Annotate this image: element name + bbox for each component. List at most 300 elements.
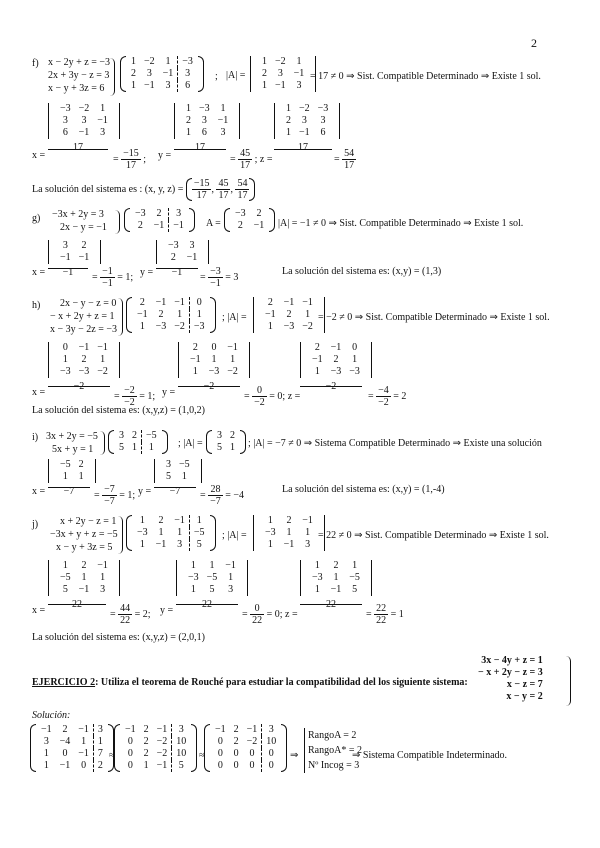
matrix-cell: 1 <box>314 584 320 595</box>
det-A-h <box>253 297 325 333</box>
matrix-row <box>133 515 209 527</box>
matrix-row <box>121 736 190 748</box>
matrix-cell: 2 <box>143 736 149 747</box>
matrix-cell: 1 <box>262 80 267 91</box>
matrix-cell: 1 <box>286 527 292 538</box>
equation: 2x + 3y − z = 3 <box>48 70 110 81</box>
matrix-cell: 2 <box>267 297 273 308</box>
matrix-row <box>164 252 201 264</box>
matrix-row <box>282 127 332 139</box>
matrix-cell: −1 <box>302 297 313 308</box>
matrix-row <box>308 572 364 584</box>
augmented-matrix-j <box>126 515 216 551</box>
matrix-cell: 3 <box>296 80 302 91</box>
matrix-cell: −3 <box>78 366 90 377</box>
matrix-cell: −2 <box>97 366 108 377</box>
matrix-cell: 3 <box>100 584 106 595</box>
matrix-cell: 1 <box>333 572 339 583</box>
matrix-cell: 2 <box>286 309 292 320</box>
matrix-cell: −1 <box>78 252 90 263</box>
matrix-cell: 0 <box>62 748 68 759</box>
matrix-row <box>121 760 190 772</box>
matrix-row <box>56 240 93 252</box>
matrix-cell: 1 <box>43 748 49 759</box>
matrix-cell: −3 <box>317 103 329 114</box>
matrix-cell: −2 <box>144 56 155 67</box>
matrix-cell: −1 <box>186 252 198 263</box>
matrix-cell: 1 <box>165 56 171 67</box>
matrix-cell: 10 <box>172 736 191 748</box>
label-f: f) <box>32 58 39 69</box>
matrix-cell: 1 <box>220 103 226 114</box>
matrix-A-g <box>224 208 275 232</box>
matrix-row <box>164 240 201 252</box>
matrix-cell: −2 <box>299 103 310 114</box>
matrix-row <box>282 115 332 127</box>
equation: x − 2y + z = −3 <box>48 57 110 68</box>
matrix-cell: −2 <box>246 736 258 747</box>
matrix-row <box>184 572 240 584</box>
matrix-cell: −5 <box>179 459 190 470</box>
matrix-cell: 2 <box>156 208 162 219</box>
matrix-1 <box>30 724 114 772</box>
matrix-row <box>37 760 107 772</box>
matrix-cell: 1 <box>267 321 273 332</box>
label-j: j) <box>32 519 39 530</box>
matrix-cell: 3 <box>228 584 234 595</box>
matrix-cell: −1 <box>293 68 305 79</box>
matrix-cell: 1 <box>100 103 106 114</box>
matrix-cell: 2 <box>333 560 339 571</box>
matrix-cell: 0 <box>217 760 223 771</box>
matrix-cell: 1 <box>143 760 149 771</box>
matrix-cell: −1 <box>215 724 226 735</box>
matrix-cell: 3 <box>93 724 107 736</box>
matrix-cell: 1 <box>189 309 208 321</box>
solution-h: La solución del sistema es: (x,y,z) = (1,0,2) <box>32 405 206 416</box>
matrix-cell: 2 <box>158 515 164 526</box>
matrix-cell: −3 <box>189 321 208 333</box>
matrix-cell: −5 <box>206 572 218 583</box>
matrix-cell: 5 <box>119 442 124 453</box>
matrix-row <box>213 430 239 442</box>
matrix-cell: 3 <box>62 240 68 251</box>
matrix-cell: 2 <box>170 252 176 263</box>
matrix-cell: −1 <box>97 115 108 126</box>
matrix-cell: 1 <box>177 527 183 538</box>
matrix-row <box>186 354 242 366</box>
z-result: = $\frac{54}{17}$ <box>334 148 355 171</box>
matrix-cell: −1 <box>312 354 323 365</box>
matrix-cell: −1 <box>275 80 286 91</box>
x-cramer-g: 3 2 −1 −1 −1 <box>48 240 101 278</box>
matrix-cell: 10 <box>172 748 191 760</box>
matrix-cell: −1 <box>217 115 229 126</box>
matrix-cell: 3 <box>81 115 87 126</box>
matrix-row <box>261 297 317 309</box>
matrix-row <box>211 736 280 748</box>
matrix-cell: 1 <box>62 560 68 571</box>
y-cramer-f: 1 −3 1 2 3 −1 1 6 3 17 <box>174 103 240 153</box>
matrix-cell: 3 <box>178 68 197 80</box>
conclusion-h: = −2 ≠ 0 ⇒ Sist. Compatible Determinado ⇒ Existe 1 sol. <box>318 312 550 323</box>
matrix-row <box>308 584 364 596</box>
matrix-cell: 0 <box>352 342 358 353</box>
x-cramer-i: −5 2 1 1 −7 <box>48 459 96 497</box>
matrix-row <box>56 560 112 572</box>
matrix-cell: −1 <box>299 127 310 138</box>
matrix-row <box>115 430 161 442</box>
matrix-cell: 3 <box>100 127 106 138</box>
matrix-cell: 1 <box>100 354 106 365</box>
matrix-row <box>213 442 239 454</box>
matrix-cell: −1 <box>283 539 295 550</box>
y-cramer-j: 1 1 −1 −3 −5 1 1 5 3 22 <box>176 560 248 610</box>
matrix-cell: 0 <box>62 342 68 353</box>
x-cramer-f <box>48 103 120 153</box>
matrix-row <box>133 527 209 539</box>
augmented-matrix-i <box>108 430 168 454</box>
matrix-cell: −5 <box>349 572 360 583</box>
matrix-cell: 1 <box>305 309 311 320</box>
matrix-cell: 1 <box>352 560 358 571</box>
matrix-cell: 2 <box>233 724 239 735</box>
matrix-cell: 1 <box>139 539 145 550</box>
matrix-cell: −5 <box>142 430 161 442</box>
matrix-cell: −3 <box>178 56 197 68</box>
matrix-cell: 0 <box>249 760 255 771</box>
equation: x − y + 3z = 6 <box>48 83 105 94</box>
matrix-cell: −3 <box>208 366 220 377</box>
z-cramer-j: 1 2 1 −3 1 −5 1 −1 5 22 <box>300 560 372 610</box>
matrix-row <box>37 724 107 736</box>
matrix-cell: 1 <box>230 354 236 365</box>
matrix-cell: 1 <box>139 515 145 526</box>
matrix-cell: −1 <box>174 515 185 526</box>
matrix-cell: −1 <box>227 342 238 353</box>
matrix-cell: −1 <box>246 724 258 735</box>
matrix-cell: 2 <box>143 724 149 735</box>
matrix-cell: 1 <box>131 56 136 67</box>
matrix-row <box>56 115 112 127</box>
matrix-cell: 1 <box>186 103 191 114</box>
matrix-cell: 1 <box>43 760 49 771</box>
matrix-cell: −1 <box>97 342 108 353</box>
matrix-row <box>308 366 364 378</box>
solucion-label: Solución: <box>32 710 71 721</box>
matrix-cell: −1 <box>253 220 265 231</box>
matrix-cell: 2 <box>143 748 149 759</box>
matrix-cell: −1 <box>137 309 148 320</box>
matrix-cell: 1 <box>314 366 320 377</box>
matrix-cell: 3 <box>165 80 171 91</box>
matrix-cell: −1 <box>162 68 174 79</box>
matrix-cell: 2 <box>333 354 339 365</box>
matrix-cell: −3 <box>235 208 246 219</box>
matrix-cell: −1 <box>283 297 295 308</box>
matrix-row <box>182 115 232 127</box>
matrix-cell: 5 <box>209 584 215 595</box>
matrix-row <box>56 252 93 264</box>
matrix-cell: 2 <box>262 68 267 79</box>
matrix-cell: 1 <box>177 309 183 320</box>
matrix-cell: 1 <box>158 527 164 538</box>
matrix-row <box>127 80 197 92</box>
matrix-row <box>56 572 112 584</box>
matrix-cell: 1 <box>93 736 107 748</box>
det-A-f <box>250 56 316 92</box>
matrix-cell: 7 <box>93 748 107 760</box>
matrix-row <box>131 208 188 220</box>
conclusion-i: ; |A| = −7 ≠ 0 ⇒ Sistema Compatible Determinado ⇒ Existe una solución <box>248 438 542 449</box>
matrix-cell: 3 <box>217 430 222 441</box>
matrix-cell: 3 <box>201 115 207 126</box>
matrix-cell: −2 <box>174 321 185 332</box>
matrix-row <box>56 127 112 139</box>
matrix-cell: 1 <box>211 354 217 365</box>
matrix-row <box>133 321 209 333</box>
matrix-row <box>56 584 112 596</box>
matrix-row <box>162 459 194 471</box>
label-i: i) <box>32 432 39 443</box>
matrix-cell: 2 <box>62 724 68 735</box>
matrix-cell: 3 <box>169 208 188 220</box>
x-cramer-j: 1 2 −1 −5 1 1 5 −1 3 22 <box>48 560 120 610</box>
z-cramer-f: 1 −2 −3 2 3 3 1 −1 6 17 <box>274 103 340 153</box>
matrix-cell: 0 <box>81 760 87 771</box>
matrix-2 <box>114 724 197 772</box>
matrix-cell: −1 <box>153 220 165 231</box>
conclusion-ej2: ⇒ Sistema Compatible Indeterminado. <box>352 750 508 761</box>
matrix-row <box>131 220 188 232</box>
matrix-cell: −2 <box>156 736 168 747</box>
matrix-row <box>182 103 232 115</box>
det-A-label: |A| = <box>226 70 246 81</box>
matrix-cell: −1 <box>330 584 342 595</box>
matrix-cell: 3 <box>320 115 326 126</box>
label-g: g) <box>32 213 41 224</box>
matrix-row <box>258 68 308 80</box>
matrix-cell: 1 <box>230 442 235 453</box>
matrix-cell: 2 <box>314 342 320 353</box>
matrix-cell: 2 <box>286 515 292 526</box>
matrix-row <box>184 560 240 572</box>
matrix-cell: 1 <box>62 471 68 482</box>
system-brace <box>110 58 115 96</box>
matrix-cell: −3 <box>283 321 295 332</box>
system-h: 2x − y − z = 0 − x + 2y + z = 1 x − 3y − 2z = −3 <box>50 298 117 335</box>
matrix-cell: 5 <box>172 760 191 772</box>
x-result-g: = $\frac{-1}{-1}$ = 1; <box>92 266 134 289</box>
matrix-cell: −1 <box>155 539 167 550</box>
matrix-cell: 1 <box>81 572 87 583</box>
matrix-row <box>182 127 232 139</box>
matrix-cell: 10 <box>262 736 281 748</box>
matrix-cell: 3 <box>119 430 124 441</box>
matrix-cell: 2 <box>132 430 137 441</box>
matrix-cell: −5 <box>60 572 71 583</box>
matrix-cell: −3 <box>265 527 276 538</box>
matrix-cell: 1 <box>192 366 198 377</box>
matrix-cell: 2 <box>81 560 87 571</box>
matrix-cell: 3 <box>146 68 152 79</box>
augmented-matrix-g <box>124 208 195 232</box>
matrix-cell: −1 <box>155 297 167 308</box>
matrix-row <box>184 584 240 596</box>
matrix-cell: 0 <box>217 748 223 759</box>
matrix-cell: −1 <box>78 127 90 138</box>
matrix-row <box>231 208 268 220</box>
matrix-cell: 1 <box>305 527 311 538</box>
matrix-cell: −3 <box>312 572 323 583</box>
matrix-3 <box>204 724 287 772</box>
matrix-row <box>56 103 112 115</box>
matrix-row <box>261 539 317 551</box>
matrix-cell: −1 <box>190 354 201 365</box>
system-f <box>48 56 110 95</box>
matrix-cell: 2 <box>256 208 262 219</box>
matrix-cell: −3 <box>60 103 71 114</box>
matrix-row <box>56 354 112 366</box>
x-result: = $\frac{-15}{17}$ ; <box>113 148 147 171</box>
matrix-cell: 1 <box>209 560 215 571</box>
matrix-cell: 1 <box>267 539 273 550</box>
matrix-cell: 2 <box>237 220 243 231</box>
matrix-cell: 3 <box>277 68 283 79</box>
matrix-row <box>133 309 209 321</box>
matrix-cell: −2 <box>156 748 168 759</box>
matrix-row <box>56 366 112 378</box>
conclusion-j: = 22 ≠ 0 ⇒ Sist. Compatible Determinado ⇒ Existe 1 sol. <box>318 530 549 541</box>
matrix-cell: 1 <box>190 584 196 595</box>
matrix-cell: −3 <box>137 527 148 538</box>
system-ej2: 3x − 4y + z = 1 − x + 2y − z = 3 x − z = 7 x − y = 2 <box>478 655 543 702</box>
matrix-cell: 3 <box>172 724 191 736</box>
page-number: 2 <box>531 36 537 50</box>
matrix-cell: −3 <box>330 366 342 377</box>
solution-j: La solución del sistema es: (x,y,z) = (2,0,1) <box>32 632 206 643</box>
matrix-cell: 0 <box>127 748 133 759</box>
matrix-cell: 6 <box>62 127 68 138</box>
matrix-cell: 3 <box>220 127 226 138</box>
matrix-cell: 3 <box>305 539 311 550</box>
matrix-row <box>133 539 209 551</box>
y-cramer-i: 3 −5 5 1 −7 <box>154 459 202 497</box>
matrix-cell: −1 <box>225 560 236 571</box>
augmented-matrix-f <box>120 56 204 92</box>
matrix-cell: 2 <box>186 115 191 126</box>
matrix-cell: −4 <box>59 736 71 747</box>
matrix-cell: −1 <box>156 724 168 735</box>
solution-g: La solución del sistema es: (x,y) = (1,3) <box>282 266 442 277</box>
matrix-cell: 2 <box>81 354 87 365</box>
matrix-cell: 0 <box>211 342 217 353</box>
matrix-cell: −5 <box>189 527 208 539</box>
matrix-cell: 5 <box>166 471 171 482</box>
matrix-row <box>258 56 308 68</box>
matrix-row <box>121 748 190 760</box>
matrix-cell: −1 <box>78 342 90 353</box>
ranks-box: RangoA = 2 RangoA* = 2 Nº Incog = 3 <box>304 728 362 773</box>
matrix-row <box>56 342 112 354</box>
matrix-cell: −1 <box>174 297 185 308</box>
matrix-row <box>308 560 364 572</box>
exercise-2-heading: EJERCICIO 2: Utiliza el teorema de Rouché para estudiar la compatibilidad del los siguiente sistema: <box>32 677 468 688</box>
matrix-row <box>211 760 280 772</box>
matrix-cell: 3 <box>177 539 183 550</box>
matrix-cell: 2 <box>81 240 87 251</box>
matrix-cell: 1 <box>132 442 137 453</box>
matrix-cell: 1 <box>228 572 234 583</box>
matrix-cell: 2 <box>158 309 164 320</box>
augmented-matrix-h <box>126 297 216 333</box>
matrix-cell: −1 <box>125 724 136 735</box>
semicolon: ; <box>215 71 218 82</box>
matrix-row <box>37 736 107 748</box>
matrix-row <box>308 342 364 354</box>
solution-i: La solución del sistema es: (x,y) = (1,-4) <box>282 484 445 495</box>
matrix-cell: 0 <box>262 748 281 760</box>
x-cramer-h: 0 −1 −1 1 2 1 −3 −3 −2 −2 <box>48 342 120 392</box>
matrix-row <box>127 56 197 68</box>
matrix-cell: 2 <box>139 297 145 308</box>
matrix-cell: −1 <box>97 560 108 571</box>
matrix-cell: −3 <box>349 366 360 377</box>
matrix-cell: −1 <box>59 760 71 771</box>
conclusion-g: |A| = −1 ≠ 0 ⇒ Sist. Compatible Determinado ⇒ Existe 1 sol. <box>278 218 524 229</box>
matrix-cell: 0 <box>127 736 133 747</box>
matrix-cell: 0 <box>127 760 133 771</box>
solution-f: La solución del sistema es : (x, y, z) = $\frac{-15}{17}$ , $\frac{45}{17}$ , $\frac{54}{17}$ <box>32 178 255 201</box>
y-cramer-h: 2 0 −1 −1 1 1 1 −3 −2 −2 <box>178 342 250 392</box>
matrix-cell: −2 <box>275 56 286 67</box>
matrix-cell: −3 <box>188 572 199 583</box>
matrix-row <box>308 354 364 366</box>
matrix-A-i <box>206 430 246 454</box>
conclusion-f: = 17 ≠ 0 ⇒ Sist. Compatible Determinado ⇒ Existe 1 sol. <box>310 71 541 82</box>
matrix-row <box>261 309 317 321</box>
matrix-cell: 5 <box>217 442 222 453</box>
matrix-cell: 1 <box>314 560 320 571</box>
matrix-cell: 1 <box>189 515 208 527</box>
matrix-cell: 1 <box>190 560 196 571</box>
matrix-cell: 3 <box>262 724 281 736</box>
matrix-cell: −1 <box>330 342 342 353</box>
matrix-cell: 6 <box>178 80 197 92</box>
matrix-cell: 2 <box>137 220 143 231</box>
matrix-row <box>261 321 317 333</box>
matrix-cell: 1 <box>286 127 291 138</box>
matrix-cell: 1 <box>267 515 273 526</box>
matrix-cell: 3 <box>62 115 68 126</box>
matrix-row <box>186 366 242 378</box>
matrix-cell: 3 <box>189 240 195 251</box>
y-result-g: = $\frac{-3}{-1}$ = 3 <box>200 266 239 289</box>
denominator: 17 <box>73 142 83 153</box>
matrix-cell: 1 <box>81 736 87 747</box>
matrix-cell: 2 <box>78 459 84 470</box>
y-cramer-g: −3 3 2 −1 −1 <box>156 240 209 278</box>
z-cramer-h: 2 −1 0 −1 2 1 1 −3 −3 −2 <box>300 342 372 392</box>
matrix-cell: 1 <box>100 572 106 583</box>
matrix-cell: −3 <box>155 321 167 332</box>
a-label: A = <box>206 218 221 229</box>
system-g: −3x + 2y = 3 2x − y = −1 <box>52 209 107 233</box>
matrix-cell: 1 <box>131 80 136 91</box>
system-j: x + 2y − z = 1 −3x + y + z = −5 x − y + 3z = 5 <box>50 516 118 553</box>
y-label: y = <box>158 150 172 161</box>
matrix-cell: 2 <box>230 430 235 441</box>
